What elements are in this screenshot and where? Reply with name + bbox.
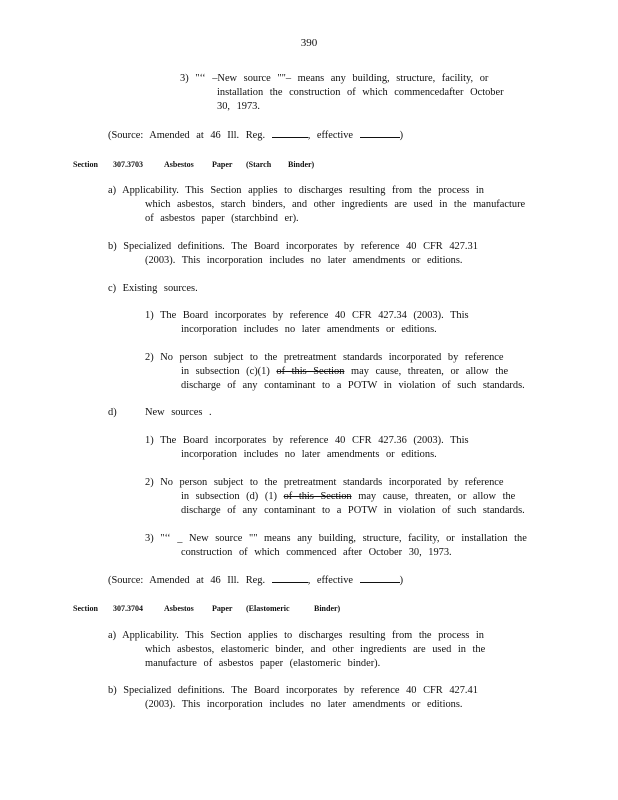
s3703-d2-line-1: 2) No person subject to the pretreatment standards incorporated by reference <box>145 477 504 488</box>
s3703-d3-line-2: construction of which commenced after October 30, 1973. <box>181 547 452 558</box>
s3703-c1-line-2: incorporation includes no later amendments or editions. <box>181 324 437 335</box>
source-reg-blank <box>272 573 308 583</box>
s3703-c2-line-2-end: may cause, threaten, or allow the <box>351 366 509 377</box>
s3703-d-heading: New sources . <box>145 407 212 418</box>
s3703-b-line-1: b) Specialized definitions. The Board incorporates by reference 40 CFR 427.31 <box>108 241 478 252</box>
source-note-prefix: (Source: Amended at 46 Ill. Reg. <box>108 130 266 141</box>
item-3-line-3: 30, 1973. <box>217 101 260 112</box>
source-note-1 <box>108 128 403 143</box>
s3704-a-line-2: which asbestos, elastomeric binder, and other ingredients are used in the <box>145 644 486 655</box>
section-title-word-4: Binder) <box>314 604 341 613</box>
section-number: 307.3704 <box>113 604 143 613</box>
s3703-d1-line-1: 1) The Board incorporates by reference 40 CFR 427.36 (2003). This <box>145 435 469 446</box>
item-3-line-1: 3) "‘‘ –New source ""– means any building, structure, facility, or <box>180 73 489 84</box>
s3704-a-line-3: manufacture of asbestos paper (elastomeric binder). <box>145 658 381 669</box>
source-note-mid: , effective <box>307 130 354 141</box>
s3704-b-line-1: b) Specialized definitions. The Board incorporates by reference 40 CFR 427.41 <box>108 685 478 696</box>
s3703-d2-line-3: discharge of any contaminant to a POTW in violation of such standards. <box>181 505 525 516</box>
source-note-close: ) <box>399 575 404 586</box>
source-note-prefix: (Source: Amended at 46 Ill. Reg. <box>108 575 266 586</box>
s3703-d1-line-2: incorporation includes no later amendments or editions. <box>181 449 437 460</box>
s3703-c2-struck-text: of this Section <box>276 366 345 377</box>
source-effective-blank <box>360 128 400 138</box>
section-title-word-1: Asbestos <box>164 160 194 169</box>
s3703-a-line-1: a) Applicability. This Section applies to discharges resulting from the process in <box>108 185 484 196</box>
item-3-line-2: installation the construction of which commencedafter October <box>217 87 504 98</box>
section-title-word-2: Paper <box>212 604 233 613</box>
s3703-d2-line-2-end: may cause, threaten, or allow the <box>358 491 516 502</box>
s3703-d2-line-2 <box>181 490 515 504</box>
s3703-c2-line-3: discharge of any contaminant to a POTW in violation of such standards. <box>181 380 525 391</box>
s3703-c2-line-2-start: in subsection (c)(1) <box>181 366 270 377</box>
s3703-d3-line-1: 3) "‘‘ _ New source "" means any building, structure, facility, or installation the <box>145 533 527 544</box>
s3703-a-line-3: of asbestos paper (starchbind er). <box>145 213 299 224</box>
section-title-word-1: Asbestos <box>164 604 194 613</box>
s3703-c2-line-2 <box>181 365 508 379</box>
s3703-c-heading: c) Existing sources. <box>108 283 198 294</box>
section-word: Section <box>73 160 98 169</box>
section-number: 307.3703 <box>113 160 143 169</box>
s3703-c2-line-1: 2) No person subject to the pretreatment standards incorporated by reference <box>145 352 504 363</box>
source-note-mid: , effective <box>307 575 354 586</box>
s3704-a-line-1: a) Applicability. This Section applies to discharges resulting from the process in <box>108 630 484 641</box>
source-effective-blank <box>360 573 400 583</box>
section-title-word-4: Binder) <box>288 160 315 169</box>
s3703-d2-line-2-start: in subsection (d) (1) <box>181 491 277 502</box>
s3704-b-line-2: (2003). This incorporation includes no later amendments or editions. <box>145 699 463 710</box>
source-note-close: ) <box>399 130 404 141</box>
section-title-word-3: (Starch <box>246 160 272 169</box>
s3703-a-line-2: which asbestos, starch binders, and other ingredients are used in the manufacture <box>145 199 526 210</box>
section-word: Section <box>73 604 98 613</box>
section-3703-heading <box>73 160 473 172</box>
s3703-c1-line-1: 1) The Board incorporates by reference 40 CFR 427.34 (2003). This <box>145 310 469 321</box>
source-reg-blank <box>272 128 308 138</box>
section-title-word-3: (Elastomeric <box>246 604 290 613</box>
section-title-word-2: Paper <box>212 160 233 169</box>
source-note-2 <box>108 573 403 588</box>
s3703-d2-struck-text: of this Section <box>283 491 352 502</box>
section-3704-heading <box>73 604 473 616</box>
page-number: 390 <box>300 37 318 49</box>
s3703-d-label: d) <box>108 407 117 418</box>
s3703-b-line-2: (2003). This incorporation includes no later amendments or editions. <box>145 255 463 266</box>
